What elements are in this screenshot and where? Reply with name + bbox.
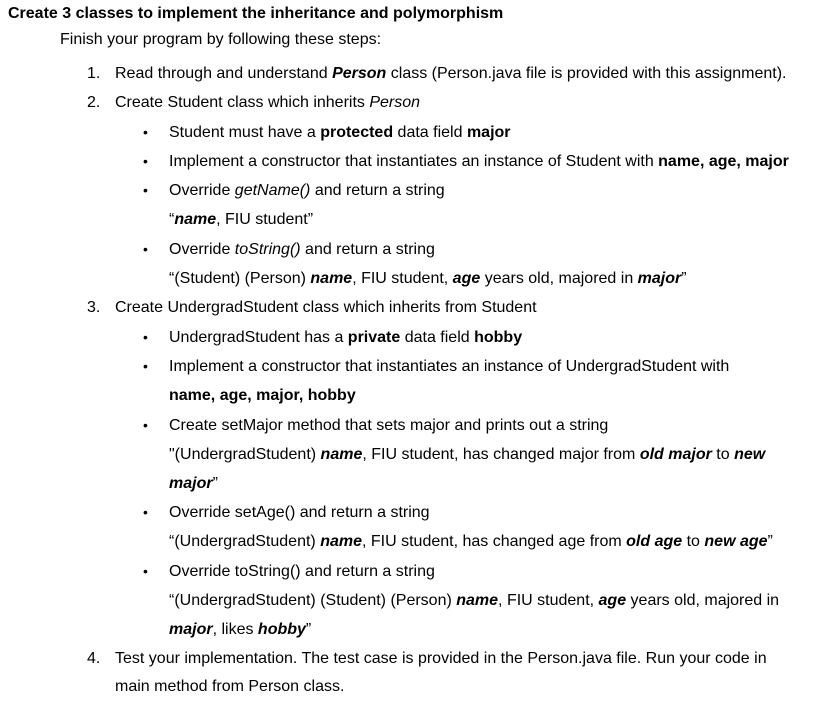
step-number: 1. <box>87 65 101 82</box>
step-3-text: Create UndergradStudent class which inherits from Student <box>115 299 537 316</box>
bullet-subtext: major, likes hobby” <box>169 621 312 638</box>
bullet-text: Implement a constructor that instantiates an instance of Student with name, age, major <box>169 153 789 170</box>
step-4-continuation: main method from Person class. <box>115 678 345 695</box>
bullet-text: Create setMajor method that sets major and prints out a string <box>169 417 609 434</box>
bullet-text: UndergradStudent has a private data field hobby <box>169 329 523 346</box>
bullet-marker: • <box>143 241 148 257</box>
bullet-marker: • <box>143 563 148 579</box>
bullet-text: Override toString() and return a string <box>169 241 435 258</box>
bullet-marker: • <box>143 182 148 198</box>
bullet-marker: • <box>143 329 148 345</box>
bullet-text: Override setAge() and return a string <box>169 504 430 521</box>
bullet-marker: • <box>143 124 148 140</box>
page-title: Create 3 classes to implement the inheritance and polymorphism <box>8 5 504 22</box>
step-1-text: Read through and understand Person class (Person.java file is provided with this assignment). <box>115 65 787 82</box>
bullet-text: Override getName() and return a string <box>169 182 445 199</box>
bullet-marker: • <box>143 504 148 520</box>
intro-text: Finish your program by following these steps: <box>60 31 382 48</box>
step-number: 4. <box>87 650 101 667</box>
step-number: 2. <box>87 94 101 111</box>
bullet-text: Student must have a protected data field major <box>169 124 511 141</box>
bullet-subtext: “(Student) (Person) name, FIU student, age years old, majored in major” <box>169 270 687 287</box>
bullet-text: Override toString() and return a string <box>169 563 435 580</box>
bullet-marker: • <box>143 358 148 374</box>
bullet-subtext: “(UndergradStudent) (Student) (Person) name, FIU student, age years old, majored in <box>169 592 780 609</box>
bullet-text: Implement a constructor that instantiates an instance of UndergradStudent with <box>169 358 730 375</box>
step-4-text: Test your implementation. The test case is provided in the Person.java file. Run your code in <box>115 650 767 667</box>
step-2-text: Create Student class which inherits Person <box>115 94 421 111</box>
bullet-subtext: “name, FIU student” <box>169 211 314 228</box>
bullet-marker: • <box>143 417 148 433</box>
step-number: 3. <box>87 299 101 316</box>
bullet-subtext: name, age, major, hobby <box>169 387 356 404</box>
bullet-marker: • <box>143 153 148 169</box>
bullet-subtext: major” <box>169 475 218 492</box>
bullet-subtext: "(UndergradStudent) name, FIU student, has changed major from old major to new <box>169 446 766 463</box>
bullet-subtext: “(UndergradStudent) name, FIU student, has changed age from old age to new age” <box>169 533 773 550</box>
